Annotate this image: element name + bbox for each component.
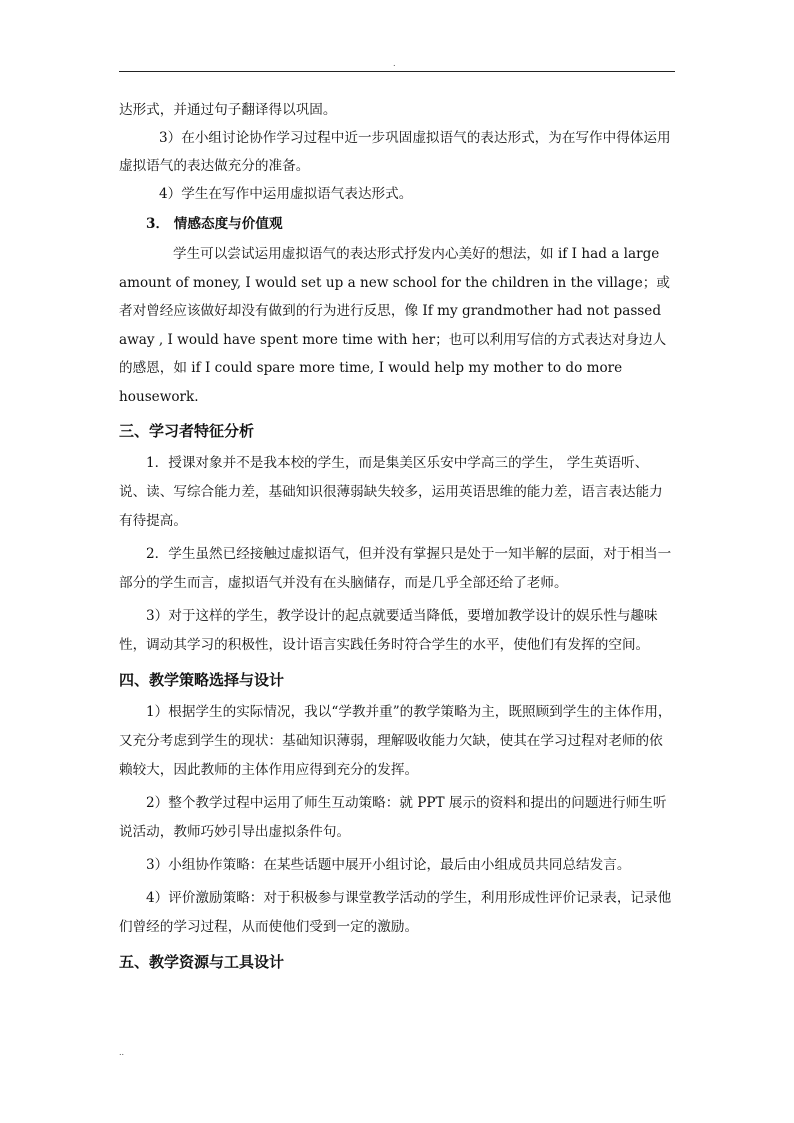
paragraph-item-4: 4）学生在写作中运用虚拟语气表达形式。 (159, 186, 413, 202)
paragraph-item-3: 3）在小组讨论协作学习过程中近一步巩固虚拟语气的表达形式，为在写作中得体运用虚拟语气的表达做充分的准备。 (119, 130, 671, 174)
paragraph-learner-2: 2．学生虽然已经接触过虚拟语气，但并没有掌握只是处于一知半解的层面，对于相当一部分的学生而言，虚拟语气并没有在头脑储存，而是几乎全部还给了老师。 (119, 546, 672, 591)
paragraph-strategy-1: 1）根据学生的实际情况，我以“学教并重”的教学策略为主，既照顾到学生的主体作用，又充分考虑到学生的现状：基础知识薄弱，理解吸收能力欠缺，使其在学习过程对老师的依赖较大，因此教师的主体作用应得到充分的发挥。 (119, 704, 672, 778)
paragraph-emotion-values: 学生可以尝试运用虚拟语气的表达形式抒发内心美好的想法，如 if I had a large amount of money, I would set up a new school for the children in the village；或者对曾经应该做好却没有做到的行为进行反思，像 If my grandmother had not passed away , I would have spent more time with her；也可以利用写信的方式表达对身边人的感恩，如 if I could spare more time, I would help my mother to do more housework. (119, 246, 670, 405)
footer-mark: .. (119, 1048, 125, 1057)
paragraph-strategy-4: 4）评价激励策略：对于积极参与课堂教学活动的学生，利用形成性评价记录表，记录他们曾经的学习过程，从而使他们受到一定的激励。 (119, 890, 672, 935)
header-rule (119, 71, 675, 72)
paragraph-learner-1: 1．授课对象并不是我本校的学生，而是集美区乐安中学高三的学生， 学生英语听、说、读、写综合能力差，基础知识很薄弱缺失较多，运用英语思维的能力差，语言表达能力有待提高。 (119, 455, 663, 529)
paragraph-learner-3: 3）对于这样的学生，教学设计的起点就要适当降低，要增加教学设计的娱乐性与趣味性，调动其学习的积极性，设计语言实践任务时符合学生的水平，使他们有发挥的空间。 (119, 608, 658, 653)
paragraph-strategy-2: 2）整个教学过程中运用了师生互动策略：就 PPT 展示的资料和提出的问题进行师生听说活动，教师巧妙引导出虚拟条件句。 (119, 795, 667, 840)
heading-emotion-values: 3． 情感态度与价值观 (146, 216, 283, 232)
document-body (119, 96, 675, 980)
paragraph-strategy-3: 3）小组协作策略：在某些话题中展开小组讨论，最后由小组成员共同总结发言。 (146, 857, 631, 873)
paragraph-continuation: 达形式，并通过句子翻译得以巩固。 (119, 102, 337, 118)
heading-teaching-resources: 五、教学资源与工具设计 (119, 953, 285, 971)
heading-learner-analysis: 三、学习者特征分析 (119, 422, 255, 440)
header-mark: . (393, 59, 396, 68)
heading-teaching-strategy: 四、教学策略选择与设计 (119, 671, 285, 689)
